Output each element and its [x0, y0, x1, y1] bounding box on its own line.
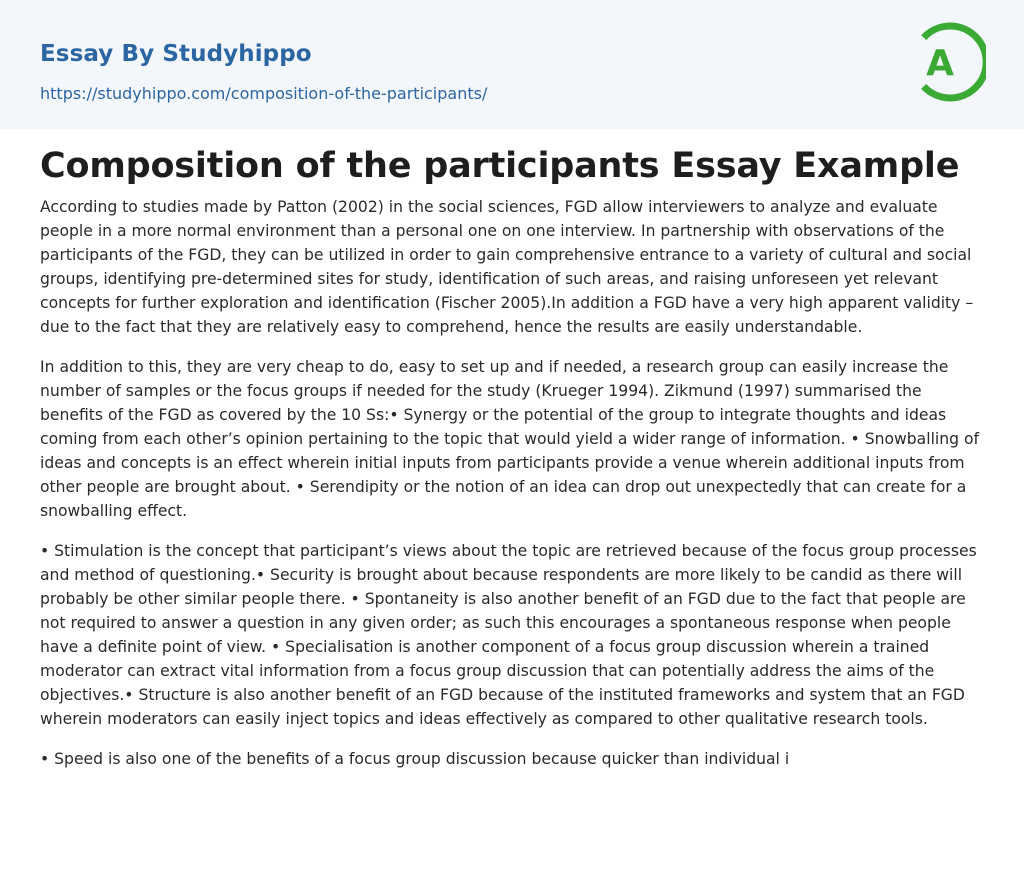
page-title: Composition of the participants Essay Example	[40, 146, 960, 186]
source-url-link[interactable]: https://studyhippo.com/composition-of-the-participants/	[40, 84, 488, 103]
brand-title[interactable]: Essay By Studyhippo	[40, 41, 312, 67]
site-header	[0, 0, 1024, 129]
essay-paragraph-3: • Stimulation is the concept that participant’s views about the topic are retrieved because of the focus group processes and method of questioning.• Security is brought about because respondents are more likely to be candid as there will probably be other similar people there. • Spontaneity is also another benefit of an FGD due to the fact that people are not required to answer a question in any given order; as such this encourages a spontaneous response when people have a definite point of view. • Specialisation is another component of a focus group discussion wherein a trained moderator can extract vital information from a focus group discussion that can potentially address the aims of the objectives.• Structure is also another benefit of an FGD because of the instituted frameworks and system that an FGD wherein moderators can easily inject topics and ideas effectively as compared to other qualitative research tools.	[40, 542, 977, 728]
essay-paragraph-1: According to studies made by Patton (2002) in the social sciences, FGD allow interviewers to analyze and evaluate people in a more normal environment than a personal one on one interview. In partnership with observations of the participants of the FGD, they can be utilized in order to gain comprehensive entrance to a variety of cultural and social groups, identifying pre-determined sites for study, identification of such areas, and raising unforeseen yet relevant concepts for further exploration and identification (Fischer 2005).In addition a FGD have a very high apparent validity – due to the fact that they are relatively easy to comprehend, hence the results are easily understandable.	[40, 198, 974, 336]
essay-paragraph-2: In addition to this, they are very cheap to do, easy to set up and if needed, a research group can easily increase the number of samples or the focus groups if needed for the study (Krueger 1994). Zikmund (1997) summarised the benefits of the FGD as covered by the 10 Ss:• Synergy or the potential of the group to integrate thoughts and ideas coming from each other’s opinion pertaining to the topic that would yield a wider range of information. • Snowballing of ideas and concepts is an effect wherein initial inputs from participants provide a venue wherein additional inputs from other people are brought about. • Serendipity or the notion of an idea can drop out unexpectedly that can create for a snowballing effect.	[40, 358, 980, 520]
studyhippo-logo-icon[interactable]	[912, 19, 986, 105]
logo-letter: A	[926, 43, 954, 84]
essay-paragraph-4: • Speed is also one of the benefits of a focus group discussion because quicker than individual i	[40, 750, 790, 768]
essay-body	[40, 195, 985, 787]
